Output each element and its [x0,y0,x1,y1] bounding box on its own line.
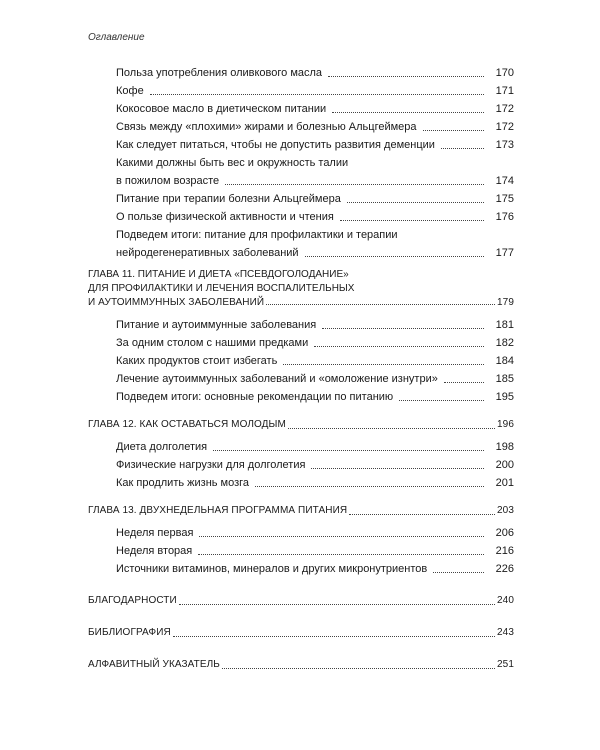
toc-entry-first-line: Подведем итоги: питание для профилактики и терапии [116,229,398,241]
toc-page-number: 216 [495,545,514,557]
dot-leader [322,327,484,329]
toc-entry[interactable] [88,208,514,226]
toc-page-number: 177 [495,247,514,259]
toc-page-number: 240 [497,595,514,606]
dot-leader [199,535,484,537]
dot-leader [222,667,495,669]
dot-leader [444,381,484,383]
running-head: Оглавление [88,32,145,43]
toc-page-number: 170 [495,67,514,79]
dot-leader [399,399,484,401]
toc-entry-title: Физические нагрузки для долголетия [116,459,306,471]
toc-page-number: 181 [495,319,514,331]
toc-entry[interactable] [88,474,514,492]
chapter-11-title-line-3: И АУТОИММУННЫХ ЗАБОЛЕВАНИЙ [88,297,265,308]
acknowledgements-title: БЛАГОДАРНОСТИ [88,595,177,606]
toc-entry-title: в пожилом возрасте [116,175,220,187]
chapter-11-entry[interactable] [88,296,514,310]
toc-page-number: 179 [497,297,514,308]
chapter-13-entry[interactable] [88,502,514,520]
chapter-11-title-line-1: ГЛАВА 11. ПИТАНИЕ И ДИЕТА «ПСЕВДОГОЛОДАНИЕ» [88,269,349,280]
toc-page-number: 226 [495,563,514,575]
dot-leader [179,603,495,605]
toc-entry-title: Питание и аутоиммунные заболевания [116,319,317,331]
toc-page-number: 176 [495,211,514,223]
dot-leader [441,147,484,149]
toc-entry-title: Как продлить жизнь мозга [116,477,250,489]
dot-leader [423,129,484,131]
toc-page-number: 206 [495,527,514,539]
toc-page-number: 185 [495,373,514,385]
dot-leader [332,111,484,113]
dot-leader [283,363,484,365]
toc-entry-title: О пользе физической активности и чтения [116,211,334,223]
index-title: АЛФАВИТНЫЙ УКАЗАТЕЛЬ [88,659,220,670]
toc-entry[interactable] [88,172,514,190]
dot-leader [311,467,484,469]
toc-entry[interactable] [88,100,514,118]
chapter-12-title: ГЛАВА 12. КАК ОСТАВАТЬСЯ МОЛОДЫМ [88,419,286,430]
chapter-13-title: ГЛАВА 13. ДВУХНЕДЕЛЬНАЯ ПРОГРАММА ПИТАНИЯ [88,505,348,516]
dot-leader [173,635,495,637]
toc-page-number: 182 [495,337,514,349]
toc-entry-title: Как следует питаться, чтобы не допустить развития деменции [116,139,435,151]
toc-entry[interactable] [88,560,514,578]
dot-leader [266,303,495,305]
toc-entry[interactable] [88,244,514,262]
toc-entry[interactable] [88,352,514,370]
toc-page-number: 200 [495,459,514,471]
toc-page-number: 175 [495,193,514,205]
toc-page-number: 184 [495,355,514,367]
chapter-12-entry[interactable] [88,416,514,434]
dot-leader [198,553,484,555]
toc-entry[interactable] [88,370,514,388]
toc-entry-title: За одним столом с нашими предками [116,337,309,349]
dot-leader [288,427,495,429]
dot-leader [349,513,495,515]
bibliography-entry[interactable] [88,624,514,642]
dot-leader [255,485,484,487]
toc-entry-title: Источники витаминов, минералов и других микронутриентов [116,563,428,575]
toc-entry-title: нейродегенеративных заболеваний [116,247,299,259]
toc-entry-title: Диета долголетия [116,441,208,453]
dot-leader [314,345,484,347]
dot-leader [213,449,484,451]
toc-entry[interactable] [88,316,514,334]
toc-entry-first-line: Какими должны быть вес и окружность талии [116,157,349,169]
toc-entry-title: Неделя вторая [116,545,193,557]
toc-entry[interactable] [88,438,514,456]
toc-page-number: 201 [495,477,514,489]
toc-entry[interactable] [88,542,514,560]
chapter-11-title-line-2: ДЛЯ ПРОФИЛАКТИКИ И ЛЕЧЕНИЯ ВОСПАЛИТЕЛЬНЫХ [88,283,355,294]
dot-leader [433,571,484,573]
acknowledgements-entry[interactable] [88,592,514,610]
toc-page-number: 203 [497,505,514,516]
dot-leader [340,219,484,221]
toc-entry-title: Польза употребления оливкового масла [116,67,323,79]
index-entry[interactable] [88,656,514,674]
toc-page-number: 172 [495,103,514,115]
toc-page-number: 174 [495,175,514,187]
toc-page-number: 173 [495,139,514,151]
dot-leader [347,201,484,203]
toc-entry-title: Связь между «плохими» жирами и болезнью Альцгеймера [116,121,417,133]
toc-page-number: 196 [497,419,514,430]
table-of-contents [88,64,514,674]
toc-entry[interactable] [88,334,514,352]
dot-leader [150,93,484,95]
toc-entry-title: Каких продуктов стоит избегать [116,355,278,367]
toc-entry-title: Питание при терапии болезни Альцгеймера [116,193,341,205]
toc-entry[interactable] [88,118,514,136]
toc-entry-title: Неделя первая [116,527,194,539]
dot-leader [328,75,484,77]
dot-leader [305,255,484,257]
toc-page-number: 243 [497,627,514,638]
toc-entry-title: Лечение аутоиммунных заболеваний и «омоложение изнутри» [116,373,438,385]
toc-entry[interactable] [88,190,514,208]
toc-entry-title: Кокосовое масло в диетическом питании [116,103,327,115]
toc-entry[interactable] [88,64,514,82]
toc-entry-title: Кофе [116,85,144,97]
toc-entry[interactable] [88,136,514,154]
bibliography-title: БИБЛИОГРАФИЯ [88,627,171,638]
toc-entry[interactable] [88,388,514,406]
toc-entry[interactable] [88,456,514,474]
toc-entry[interactable] [88,82,514,100]
toc-entry[interactable] [88,524,514,542]
toc-page-number: 171 [495,85,514,97]
toc-page-number: 172 [495,121,514,133]
toc-entry-title: Подведем итоги: основные рекомендации по питанию [116,391,394,403]
toc-page-number: 251 [497,659,514,670]
dot-leader [225,183,484,185]
toc-page-number: 198 [495,441,514,453]
toc-page-number: 195 [495,391,514,403]
